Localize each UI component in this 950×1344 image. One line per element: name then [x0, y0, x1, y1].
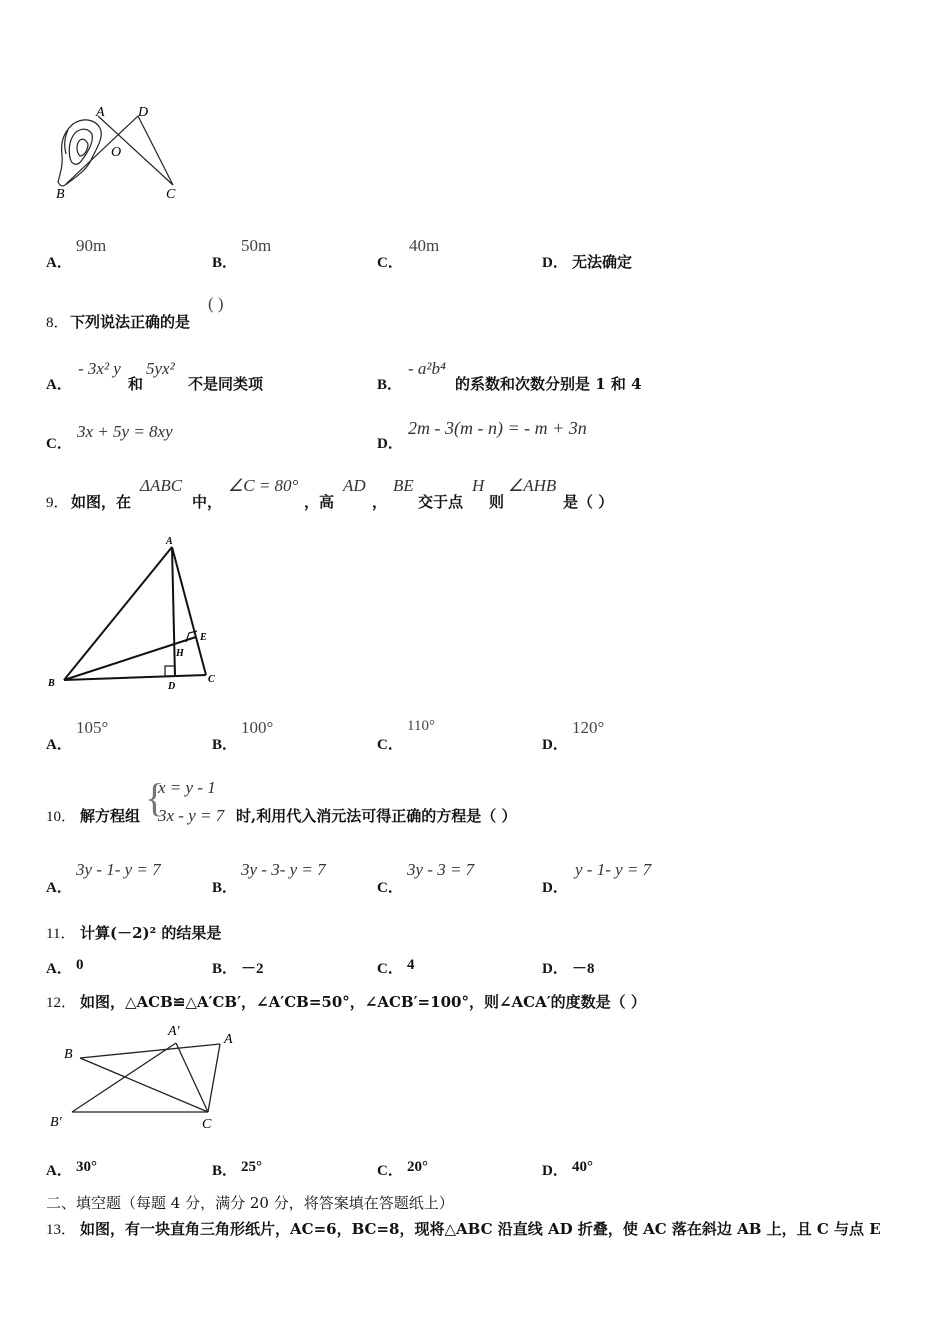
q9-label-d: D [168, 681, 176, 692]
q9-text-7: 是（ ） [563, 493, 614, 511]
q12-label-a: A [224, 1032, 233, 1047]
q13-stem: 如图，有一块直角三角形纸片，AC=6，BC=8，现将△ABC 沿直线 AD 折叠，使 AC 落在斜边 AB 上，且 C 与点 E [80, 1220, 881, 1238]
q12-option-a-label[interactable]: A． [46, 1163, 72, 1179]
q10-option-c-value: 3y - 3 = 7 [407, 860, 475, 879]
q7-label-c: C [166, 187, 176, 202]
q8-option-c-label[interactable]: C． [46, 436, 72, 452]
q9-label-a: A [166, 536, 173, 547]
q9-text-3: ，高 [304, 493, 335, 511]
q7-label-d: D [138, 105, 149, 120]
q12-label-a-prime: A′ [168, 1024, 180, 1039]
q12-option-b-value: 25° [241, 1159, 262, 1175]
q10-option-b-value: 3y - 3- y = 7 [241, 860, 326, 879]
q10-option-b-label[interactable]: B． [212, 880, 238, 896]
q10-text-2: 时,利用代入消元法可得正确的方程是（ ） [236, 807, 517, 825]
q7-label-o: O [111, 145, 122, 160]
q8-option-b-term: - a²b⁴ [408, 359, 446, 378]
q9-text-6: 则 [489, 493, 505, 511]
q12-figure [46, 1018, 246, 1133]
q8-option-a-tail: 不是同类项 [188, 375, 264, 393]
q9-option-c-label[interactable]: C． [377, 737, 403, 753]
q9-text-1: 如图，在 [71, 493, 132, 511]
q8-option-a-term2: 5yx² [146, 359, 175, 378]
q9-h: H [472, 476, 485, 495]
q9-option-a-value: 105° [76, 718, 109, 737]
q8-option-b-tail: 的系数和次数分别是 1 和 4 [455, 375, 642, 393]
q10-option-a-label[interactable]: A． [46, 880, 72, 896]
q12-option-b-label[interactable]: B． [212, 1163, 238, 1179]
q11-option-a-label[interactable]: A． [46, 961, 72, 977]
q8-option-a-join: 和 [128, 375, 144, 393]
q10-equation-2: 3x - y = 7 [158, 806, 225, 825]
q9-triangle: ΔABC [140, 476, 183, 495]
q8-option-d-label[interactable]: D． [377, 436, 403, 452]
q9-angle-ahb: ∠AHB [508, 476, 557, 495]
q12-option-a-value: 30° [76, 1159, 97, 1175]
q11-stem: 计算(－2)² 的结果是 [80, 924, 222, 942]
q9-figure [44, 532, 224, 694]
q7-option-d-label[interactable]: D． [542, 255, 568, 271]
q11-option-c-value: 4 [407, 957, 415, 973]
q10-option-d-label[interactable]: D． [542, 880, 568, 896]
q10-brace: { [145, 775, 165, 820]
q13-number: 13． [46, 1222, 77, 1238]
q7-label-b: B [56, 187, 65, 202]
q11-option-c-label[interactable]: C． [377, 961, 403, 977]
q10-text-1: 解方程组 [80, 807, 141, 825]
q9-angle-c: ∠C = 80° [228, 476, 299, 495]
q11-option-b-label[interactable]: B． [212, 961, 238, 977]
q9-ad: AD [343, 476, 366, 495]
q9-label-c: C [208, 674, 215, 685]
q11-option-b-value: －2 [241, 961, 264, 977]
q12-number: 12． [46, 995, 77, 1011]
q9-option-d-label[interactable]: D． [542, 737, 568, 753]
q8-number: 8． [46, 315, 69, 331]
q8-option-d-eq: 2m - 3(m - n) = - m + 3n [408, 418, 587, 438]
q9-option-b-label[interactable]: B． [212, 737, 238, 753]
q7-figure [48, 100, 198, 205]
q7-option-d-value: 无法确定 [572, 253, 633, 271]
q9-option-b-value: 100° [241, 718, 274, 737]
q11-option-a-value: 0 [76, 957, 84, 973]
q12-option-c-value: 20° [407, 1159, 428, 1175]
q8-option-a-label[interactable]: A． [46, 377, 72, 393]
q9-text-5: 交于点 [418, 493, 464, 511]
q10-option-c-label[interactable]: C． [377, 880, 403, 896]
q10-option-a-value: 3y - 1- y = 7 [76, 860, 161, 879]
q9-text-2: 中， [192, 493, 223, 511]
q10-option-d-value: y - 1- y = 7 [575, 860, 652, 879]
section-2-title: 二、填空题（每题 4 分，满分 20 分，将答案填在答题纸上） [46, 1194, 454, 1212]
q12-stem: 如图，△ACB≌△A′CB′，∠A′CB=50°，∠ACB′=100°，则∠ACA′的度数是（ ） [80, 993, 646, 1011]
q9-option-c-value: 110° [407, 718, 435, 734]
q8-option-a-term1: - 3x² y [78, 359, 121, 378]
q7-option-a-label[interactable]: A． [46, 255, 72, 271]
q12-label-b: B [64, 1047, 73, 1062]
q12-option-d-value: 40° [572, 1159, 593, 1175]
q7-option-c-label[interactable]: C． [377, 255, 403, 271]
q10-number: 10． [46, 809, 77, 825]
q9-option-d-value: 120° [572, 718, 605, 737]
q11-option-d-value: －8 [572, 961, 595, 977]
q8-option-c-eq: 3x + 5y = 8xy [77, 422, 173, 441]
q9-label-h: H [176, 648, 184, 659]
q8-paren: ( ) [208, 294, 224, 313]
q7-label-a: A [96, 105, 105, 120]
q9-label-b: B [48, 678, 55, 689]
q12-label-c: C [202, 1117, 212, 1132]
q9-be: BE [393, 476, 414, 495]
q9-number: 9． [46, 495, 69, 511]
q8-stem: 下列说法正确的是 [70, 313, 191, 331]
q12-label-b-prime: B′ [50, 1115, 62, 1130]
q7-option-a-value: 90m [76, 236, 107, 255]
q9-option-a-label[interactable]: A． [46, 737, 72, 753]
q8-option-b-label[interactable]: B． [377, 377, 403, 393]
q12-option-c-label[interactable]: C． [377, 1163, 403, 1179]
q7-option-c-value: 40m [409, 236, 440, 255]
q11-option-d-label[interactable]: D． [542, 961, 568, 977]
q12-option-d-label[interactable]: D． [542, 1163, 568, 1179]
q11-number: 11． [46, 926, 76, 942]
q7-option-b-value: 50m [241, 236, 272, 255]
q10-equation-1: x = y - 1 [158, 778, 216, 797]
q9-label-e: E [200, 632, 207, 643]
q9-text-4: ， [372, 493, 388, 511]
q7-option-b-label[interactable]: B． [212, 255, 238, 271]
